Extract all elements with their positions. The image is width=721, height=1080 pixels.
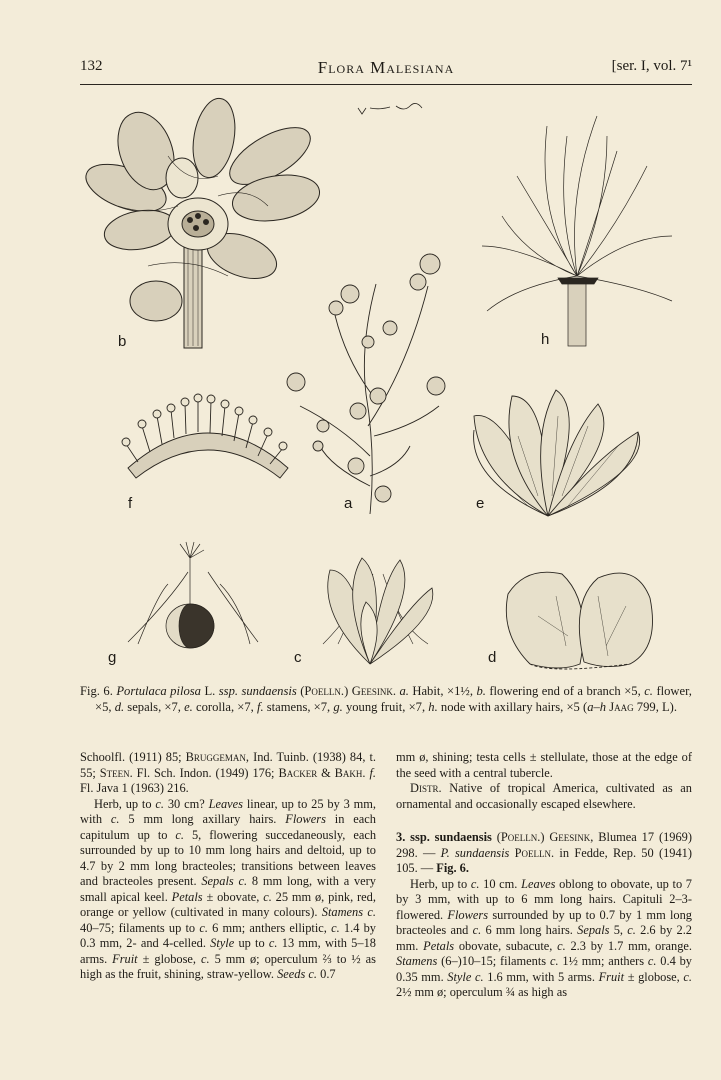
journal-title: Flora Malesiana: [317, 58, 455, 77]
desc-circa: c.: [472, 923, 482, 937]
caption-ah: a–h: [587, 700, 607, 714]
caption-h-label: h.: [428, 700, 438, 714]
desc-circa: c.: [308, 967, 318, 981]
subspecies-heading: [396, 830, 692, 877]
ssp-description: [396, 877, 692, 1001]
ref-author: Steen.: [99, 765, 133, 780]
desc-circa: c.: [331, 920, 340, 935]
label-b: b: [118, 333, 127, 350]
synonym-author: Poelln.: [514, 845, 555, 860]
synonym-name: P. sundaensis: [440, 845, 510, 860]
desc-text: ± obovate,: [206, 889, 260, 904]
desc-organ: Style: [210, 936, 235, 950]
caption-c-label: c.: [644, 684, 653, 698]
desc-circa: c.: [627, 923, 636, 937]
caption-b-label: b.: [476, 684, 486, 698]
desc-text: 30 cm?: [167, 796, 205, 811]
desc-text: obovate, subacute,: [458, 938, 553, 953]
fig-number: Fig. 6.: [80, 684, 113, 698]
desc-text: 2.3 by 1.7 mm, orange.: [570, 938, 692, 953]
desc-text: 2½ mm ø; operculum ¾ as high as: [396, 985, 568, 999]
caption-d-text: sepals, ×7,: [127, 700, 181, 714]
figure-g-young-fruit: [128, 542, 258, 648]
desc-circa: c.: [199, 920, 208, 935]
desc-circa: c.: [557, 938, 566, 953]
desc-text: up to: [238, 936, 265, 950]
seed-continuation: mm ø, shining; testa cells ± stellulate, those at the edge of the seed with a central tubercle.: [396, 750, 692, 780]
running-header: [80, 58, 692, 82]
ref-text: Fl. Java 1 (1963) 216.: [80, 781, 189, 795]
description-paragraph: [80, 797, 376, 983]
header-rule: [80, 84, 692, 85]
desc-text: ± globose,: [142, 951, 197, 966]
page-number: 132: [80, 58, 103, 74]
desc-organ: Flowers: [447, 907, 489, 922]
desc-organ: Sepals: [201, 874, 234, 888]
label-e: e: [476, 495, 485, 512]
desc-organ: Stamens: [321, 905, 364, 919]
figure-d-sepals: [506, 572, 652, 669]
desc-circa: c.: [683, 969, 692, 984]
caption-e-label: e.: [184, 700, 193, 714]
figure-e-corolla: [474, 390, 640, 516]
desc-text: 0.7: [320, 967, 336, 981]
desc-organ: Seeds: [277, 967, 306, 981]
caption-g-text: young fruit, ×7,: [345, 700, 426, 714]
desc-organ: Fruit: [112, 951, 138, 966]
figure-reference: Fig. 6.: [436, 861, 469, 875]
label-a: a: [344, 495, 353, 512]
desc-organ: Petals: [171, 889, 203, 904]
desc-text: 1.6 mm, with 5 arms.: [487, 969, 595, 984]
ref-text: Ind. Tuinb. (1938) 84, t. 55;: [80, 750, 377, 780]
desc-text: 25 mm ø, pink, red, orange or yellow (cultivated in many colours).: [80, 889, 376, 919]
desc-organ: Sepals: [577, 923, 610, 937]
caption-author2: (Poelln.) Geesink.: [300, 684, 396, 698]
caption-h-text: node with axillary hairs, ×5 (: [440, 700, 588, 714]
desc-circa: c.: [367, 905, 376, 919]
desc-circa: c.: [268, 936, 278, 950]
caption-d-label: d.: [114, 700, 125, 714]
desc-text: Herb, up to: [410, 876, 468, 891]
ref-author: Bruggeman,: [185, 750, 250, 764]
desc-text: 2.6 by 2.2 mm.: [396, 923, 692, 953]
ref-author: Backer & Bakh.: [278, 765, 366, 780]
figure-caption: [80, 683, 692, 715]
label-d: d: [488, 649, 497, 666]
caption-taxon: Portulaca pilosa: [116, 684, 201, 698]
desc-text: 8 mm long, with a very small apical keel.: [80, 874, 376, 904]
desc-circa: c.: [475, 969, 484, 984]
synonym-ref: in Fedde, Rep. 50 (1941) 105. —: [396, 845, 693, 875]
desc-text: surrounded by up to 0.7 by 1 mm long bracteoles and: [396, 907, 693, 937]
desc-circa: c.: [238, 874, 248, 888]
desc-text: ± globose,: [627, 969, 680, 984]
caption-ssp: ssp. sundaensis: [218, 684, 297, 698]
label-f: f: [128, 495, 133, 512]
series-volume: [ser. I, vol. 7¹: [611, 58, 692, 74]
right-column: [396, 750, 692, 1001]
desc-organ: Petals: [423, 938, 455, 953]
figure-f-stamens: [122, 394, 288, 478]
section-gap: [396, 812, 692, 830]
desc-circa: c.: [110, 812, 120, 826]
ssp-name: ssp. sundaensis: [410, 830, 492, 844]
desc-circa: c.: [470, 876, 480, 891]
ssp-author: (Poelln.) Geesink,: [496, 830, 594, 844]
desc-organ: Fruit: [598, 969, 625, 984]
desc-organ: Style: [447, 969, 472, 984]
label-g: g: [108, 649, 117, 666]
label-h: h: [541, 331, 550, 348]
desc-organ: Flowers: [285, 812, 326, 826]
label-c: c: [294, 649, 302, 666]
caption-g-label: g.: [333, 700, 343, 714]
distribution-paragraph: [396, 781, 692, 812]
desc-text: 6 mm long hairs.: [485, 923, 573, 937]
desc-text: 0.4 by 0.35 mm.: [396, 954, 692, 984]
caption-b-text: flowering end of a branch ×5,: [489, 684, 641, 698]
figure-b-flowering-branch: [80, 96, 323, 348]
desc-text: 6 mm; anthers elliptic,: [212, 920, 327, 935]
caption-f-label: f.: [256, 700, 264, 714]
caption-a-label: a.: [399, 684, 409, 698]
desc-text: oblong to obovate, up to 7 by 3 mm, with up to 6 mm long hairs. Capituli 2–3-flowered.: [396, 876, 692, 922]
figure-c-flower: [323, 558, 433, 664]
ref-text: Fl. Sch. Indon. (1949) 176;: [136, 765, 275, 780]
desc-text: 5,: [613, 923, 624, 937]
botanical-plate: [78, 96, 694, 678]
ssp-number: 3.: [396, 830, 406, 844]
ssp-ref: Blumea 17 (1969) 298. —: [396, 830, 692, 860]
desc-text: 10 cm.: [483, 876, 518, 891]
desc-circa: c.: [201, 951, 210, 966]
caption-author1: L.: [204, 684, 216, 698]
desc-text: Herb, up to: [94, 796, 152, 811]
references-paragraph: [80, 750, 376, 797]
artist-signature: [358, 103, 422, 114]
desc-organ: Leaves: [521, 876, 556, 891]
desc-text: 5 mm ø; operculum ⅔ to ½ as high as the fruit, shining, straw-yellow.: [80, 951, 376, 981]
desc-circa: c.: [175, 827, 185, 842]
desc-text: 40–75; filaments up to: [80, 920, 196, 935]
distr-label: Distr.: [410, 781, 442, 795]
caption-c-text: flower, ×5,: [94, 684, 692, 714]
figure-h-node-hairs: [482, 116, 672, 346]
plate-drawing: [78, 96, 694, 678]
caption-e-text: corolla, ×7,: [195, 700, 254, 714]
desc-organ: Leaves: [208, 796, 243, 811]
desc-circa: c.: [647, 954, 657, 968]
desc-text: 1½ mm; anthers: [562, 954, 645, 968]
ref-text: f.: [369, 765, 376, 780]
desc-circa: c.: [549, 954, 559, 968]
desc-circa: c.: [155, 796, 165, 811]
desc-text: 5, flowering succedaneously, each surrounded by up to 10 mm long hairs and deltoid, up to 4.7 by 2 mm long bracteoles; transitions between leaves and bracteoles present.: [80, 827, 377, 888]
desc-circa: c.: [263, 889, 272, 904]
caption-f-text: stamens, ×7,: [266, 700, 331, 714]
caption-collector: Jaag 799, L).: [609, 700, 678, 714]
desc-text: (6–)10–15; filaments: [441, 954, 547, 968]
desc-text: 5 mm long axillary hairs.: [128, 812, 277, 826]
desc-text: linear, up to 25 by 3 mm, with: [80, 796, 376, 826]
caption-a-text: Habit, ×1½,: [412, 684, 473, 698]
ref-text: Schoolfl. (1911) 85;: [80, 750, 182, 764]
desc-text: 1.4 by 0.3 mm, 2- and 4-celled.: [80, 920, 376, 950]
figure-a-habit: [287, 254, 445, 514]
desc-text: in each capitulum up to: [80, 812, 376, 842]
desc-text: 13 mm, with 5–18 arms.: [80, 936, 376, 966]
distr-text: Native of tropical America, cultivated as an ornamental and occasionally escaped elsewhere.: [396, 781, 692, 811]
left-column: [80, 750, 376, 983]
desc-organ: Stamens: [396, 954, 438, 968]
